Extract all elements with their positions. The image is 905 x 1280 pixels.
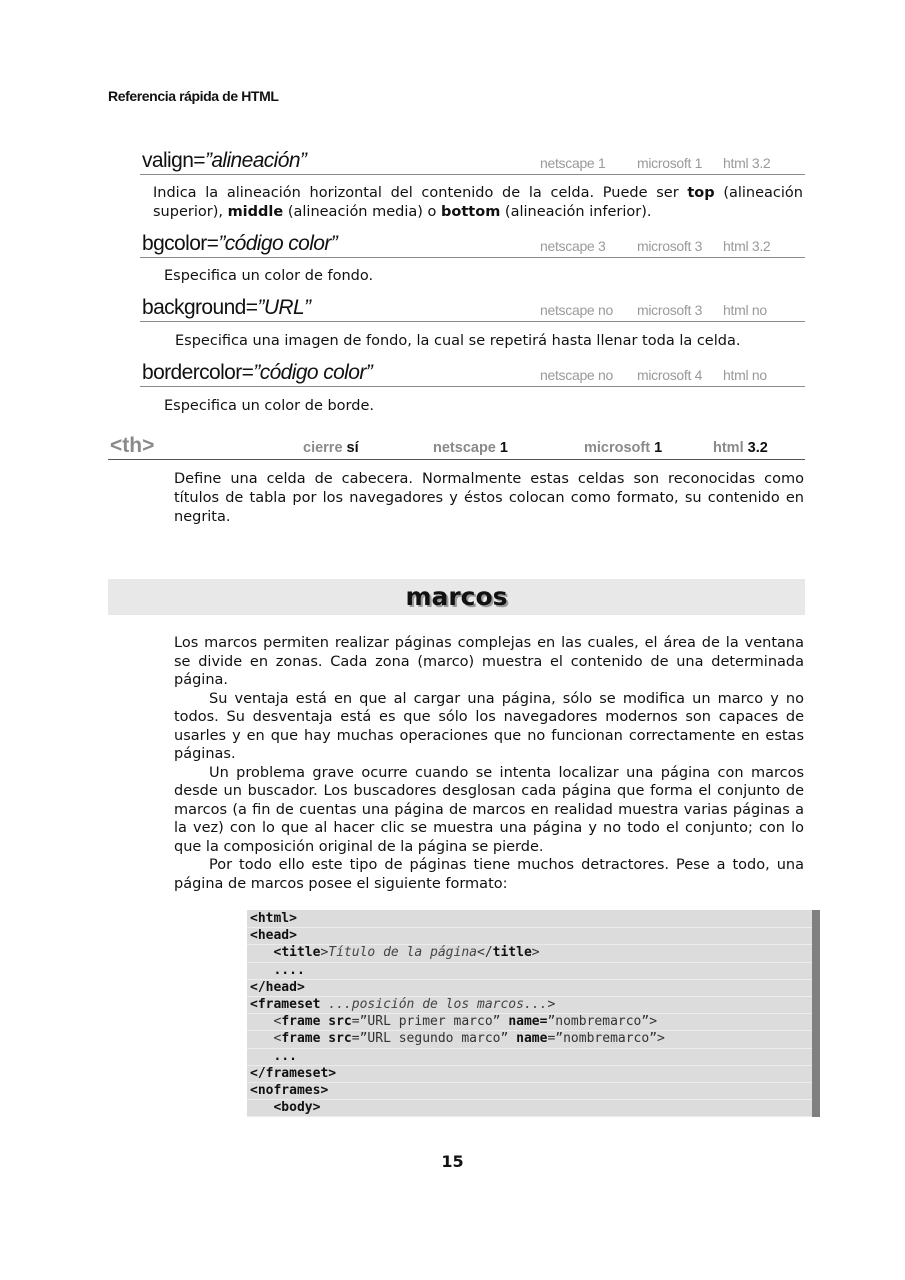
attribute-header-bgcolor [140, 229, 805, 258]
paragraph: Su ventaja está en que al cargar una página, sólo se modifica un marco y no todos. Su desventaja está es que sólo los navegadores modernos son capaces de usarles y en que hay muchas operaciones que no funcionan correctamente en estas páginas. [174, 690, 804, 762]
tag-netscape: netscape 1 [433, 440, 508, 456]
attribute-description-bordercolor: Especifica un color de borde. [164, 398, 374, 414]
code-listing [247, 910, 820, 1117]
attribute-name: valign=”alineación” [142, 149, 307, 172]
code-line: </frameset> [247, 1065, 812, 1083]
compat-netscape: netscape no [540, 367, 613, 383]
code-line: <noframes> [247, 1082, 812, 1100]
attribute-description-bgcolor: Especifica un color de fondo. [164, 268, 374, 284]
compat-html: html 3.2 [723, 238, 771, 254]
attribute-name: bordercolor=”código color” [142, 361, 373, 384]
compat-netscape: netscape 1 [540, 155, 606, 171]
code-line: <frame src=”URL primer marco” name=”nombremarco”> [247, 1013, 812, 1031]
attribute-header-valign [140, 146, 805, 175]
tag-html: html 3.2 [713, 440, 768, 456]
paragraph: Un problema grave ocurre cuando se intenta localizar una página con marcos desde un buscador. Los buscadores desglosan cada página que forma el conjunto de marcos (a fin de cuentas una página de marcos en realidad muestra varias páginas a la vez) con lo que al hacer clic se muestra una página y no todo el conjunto; con lo que la composición original de la página se pierde. [174, 764, 804, 855]
tag-microsoft: microsoft 1 [584, 440, 663, 456]
compat-netscape: netscape no [540, 302, 613, 318]
compat-microsoft: microsoft 3 [637, 238, 703, 254]
code-line: .... [247, 962, 812, 980]
compat-microsoft: microsoft 3 [637, 302, 703, 318]
attribute-header-background [140, 293, 805, 322]
section-title: marcos [405, 582, 508, 611]
section-header [108, 579, 805, 615]
compat-netscape: netscape 3 [540, 238, 606, 254]
tag-header-th [108, 433, 805, 460]
code-line: ... [247, 1048, 812, 1066]
code-line: <html> [247, 910, 812, 928]
code-line: <head> [247, 927, 812, 945]
paragraph: Por todo ello este tipo de páginas tiene muchos detractores. Pese a todo, una página de marcos posee el siguiente formato: [174, 857, 804, 892]
attribute-name: background=”URL” [142, 296, 311, 319]
running-head: Referencia rápida de HTML [108, 88, 279, 104]
section-body [174, 634, 804, 893]
attribute-description-valign: Indica la alineación horizontal del contenido de la celda. Puede ser top (alineación superior), middle (alineación media) o bottom (alineación inferior). [153, 185, 803, 220]
code-line: <title>Título de la página</title> [247, 944, 812, 962]
compat-microsoft: microsoft 1 [637, 155, 703, 171]
compat-html: html no [723, 367, 767, 383]
code-line: <frameset ...posición de los marcos...> [247, 996, 812, 1014]
code-line: <body> [247, 1099, 812, 1117]
page-number: 15 [441, 1152, 464, 1171]
attribute-description-background: Especifica una imagen de fondo, la cual se repetirá hasta llenar toda la celda. [175, 333, 741, 349]
tag-cierre: cierre sí [303, 440, 359, 456]
compat-html: html 3.2 [723, 155, 771, 171]
tag-name: <th> [110, 434, 155, 457]
paragraph: Los marcos permiten realizar páginas complejas en las cuales, el área de la ventana se divide en zonas. Cada zona (marco) muestra el contenido de una determinada página. [174, 635, 804, 688]
code-line: </head> [247, 979, 812, 997]
tag-description-th: Define una celda de cabecera. Normalmente estas celdas son reconocidas como títulos de tabla por los navegadores y éstos colocan como formato, su contenido en negrita. [174, 471, 804, 525]
compat-html: html no [723, 302, 767, 318]
attribute-name: bgcolor=”código color” [142, 232, 338, 255]
attribute-header-bordercolor [140, 358, 805, 387]
compat-microsoft: microsoft 4 [637, 367, 703, 383]
code-line: <frame src=”URL segundo marco” name=”nombremarco”> [247, 1030, 812, 1048]
